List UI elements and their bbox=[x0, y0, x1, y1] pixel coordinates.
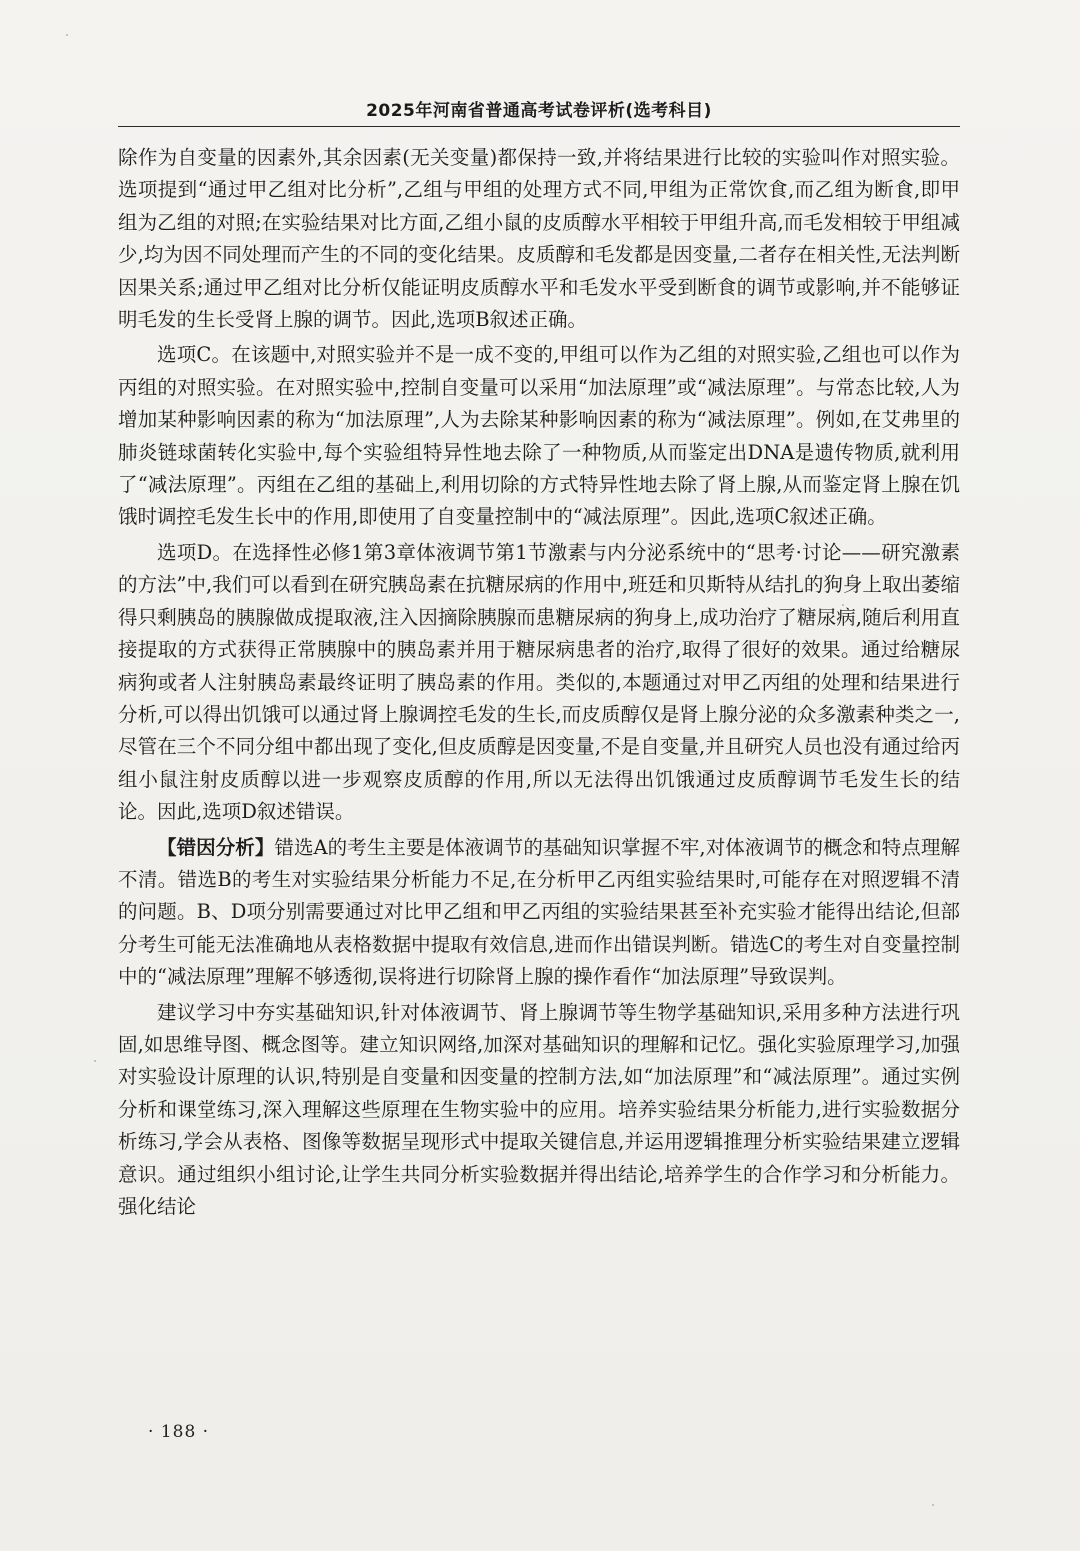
running-header: 2025年河南省普通高考试卷评析(选考科目) bbox=[366, 101, 712, 121]
paragraph-error-analysis bbox=[118, 832, 960, 994]
paragraph-suggestion: 建议学习中夯实基础知识,针对体液调节、肾上腺调节等生物学基础知识,采用多种方法进行巩固,如思维导图、概念图等。建立知识网络,加深对基础知识的理解和记忆。强化实验原理学习,加强对实验设计原理的认识,特别是自变量和因变量的控制方法,如“加法原理”和“减法原理”。通过实例分析和课堂练习,深入理解这些原理在生物实验中的应用。培养实验结果分析能力,进行实验数据分析练习,学会从表格、图像等数据呈现形式中提取关键信息,并运用逻辑推理分析实验结果建立逻辑意识。通过组织小组讨论,让学生共同分析实验数据并得出结论,培养学生的合作学习和分析能力。强化结论 bbox=[118, 1000, 960, 1218]
paragraph-option-b-continued: 除作为自变量的因素外,其余因素(无关变量)都保持一致,并将结果进行比较的实验叫作对照实验。选项提到“通过甲乙组对比分析”,乙组与甲组的处理方式不同,甲组为正常饮食,而乙组为断食,即甲组为乙组的对照;在实验结果对比方面,乙组小鼠的皮质醇水平相较于甲组升高,而毛发相较于甲组减少,均为因不同处理而产生的不同的变化结果。皮质醇和毛发都是因变量,二者存在相关性,无法判断因果关系;通过甲乙组对比分析仅能证明皮质醇水平和毛发水平受到断食的调节或影响,并不能够证明毛发的生长受肾上腺的调节。因此,选项B叙述正确。 bbox=[118, 146, 960, 332]
scan-speck bbox=[842, 604, 844, 606]
error-analysis-label: 【错因分析】 bbox=[157, 835, 275, 859]
paragraph-option-c: 选项C。在该题中,对照实验并不是一成不变的,甲组可以作为乙组的对照实验,乙组也可以作为丙组的对照实验。在对照实验中,控制自变量可以采用“加法原理”或“减法原理”。与常态比较,人为增加某种影响因素的称为“加法原理”,人为去除某种影响因素的称为“减法原理”。例如,在艾弗里的肺炎链球菌转化实验中,每个实验组特异性地去除了一种物质,从而鉴定出DNA是遗传物质,就利用了“减法原理”。丙组在乙组的基础上,利用切除的方式特异性地去除了肾上腺,从而鉴定肾上腺在饥饿时调控毛发生长中的作用,即使用了自变量控制中的“减法原理”。因此,选项C叙述正确。 bbox=[118, 343, 960, 529]
header-rule bbox=[118, 126, 960, 127]
body-text bbox=[118, 142, 960, 1223]
scan-speck bbox=[94, 1060, 96, 1062]
error-analysis-text: 错选A的考生主要是体液调节的基础知识掌握不牢,对体液调节的概念和特点理解不清。错选B的考生对实验结果分析能力不足,在分析甲乙丙组实验结果时,可能存在对照逻辑不清的问题。B、D项分别需要通过对比甲乙组和甲乙丙组的实验结果甚至补充实验才能得出结论,但部分考生可能无法准确地从表格数据中提取有效信息,进而作出错误判断。错选C的考生对自变量控制中的“减法原理”理解不够透彻,误将进行切除肾上腺的操作看作“加法原理”导致误判。 bbox=[118, 835, 960, 989]
scan-speck bbox=[932, 1504, 934, 1506]
scan-speck bbox=[66, 34, 68, 36]
page-number: · 188 · bbox=[148, 1422, 210, 1442]
paragraph-option-d: 选项D。在选择性必修1第3章体液调节第1节激素与内分泌系统中的“思考·讨论——研究激素的方法”中,我们可以看到在研究胰岛素在抗糖尿病的作用中,班廷和贝斯特从结扎的狗身上取出萎缩得只剩胰岛的胰腺做成提取液,注入因摘除胰腺而患糖尿病的狗身上,成功治疗了糖尿病,随后利用直接提取的方式获得正常胰腺中的胰岛素并用于糖尿病患者的治疗,取得了很好的效果。通过给糖尿病狗或者人注射胰岛素最终证明了胰岛素的作用。类似的,本题通过对甲乙丙组的处理和结果进行分析,可以得出饥饿可以通过肾上腺调控毛发的生长,而皮质醇仅是肾上腺分泌的众多激素种类之一,尽管在三个不同分组中都出现了变化,但皮质醇是因变量,不是自变量,并且研究人员也没有通过给丙组小鼠注射皮质醇以进一步观察皮质醇的作用,所以无法得出饥饿通过皮质醇调节毛发生长的结论。因此,选项D叙述错误。 bbox=[118, 540, 960, 824]
